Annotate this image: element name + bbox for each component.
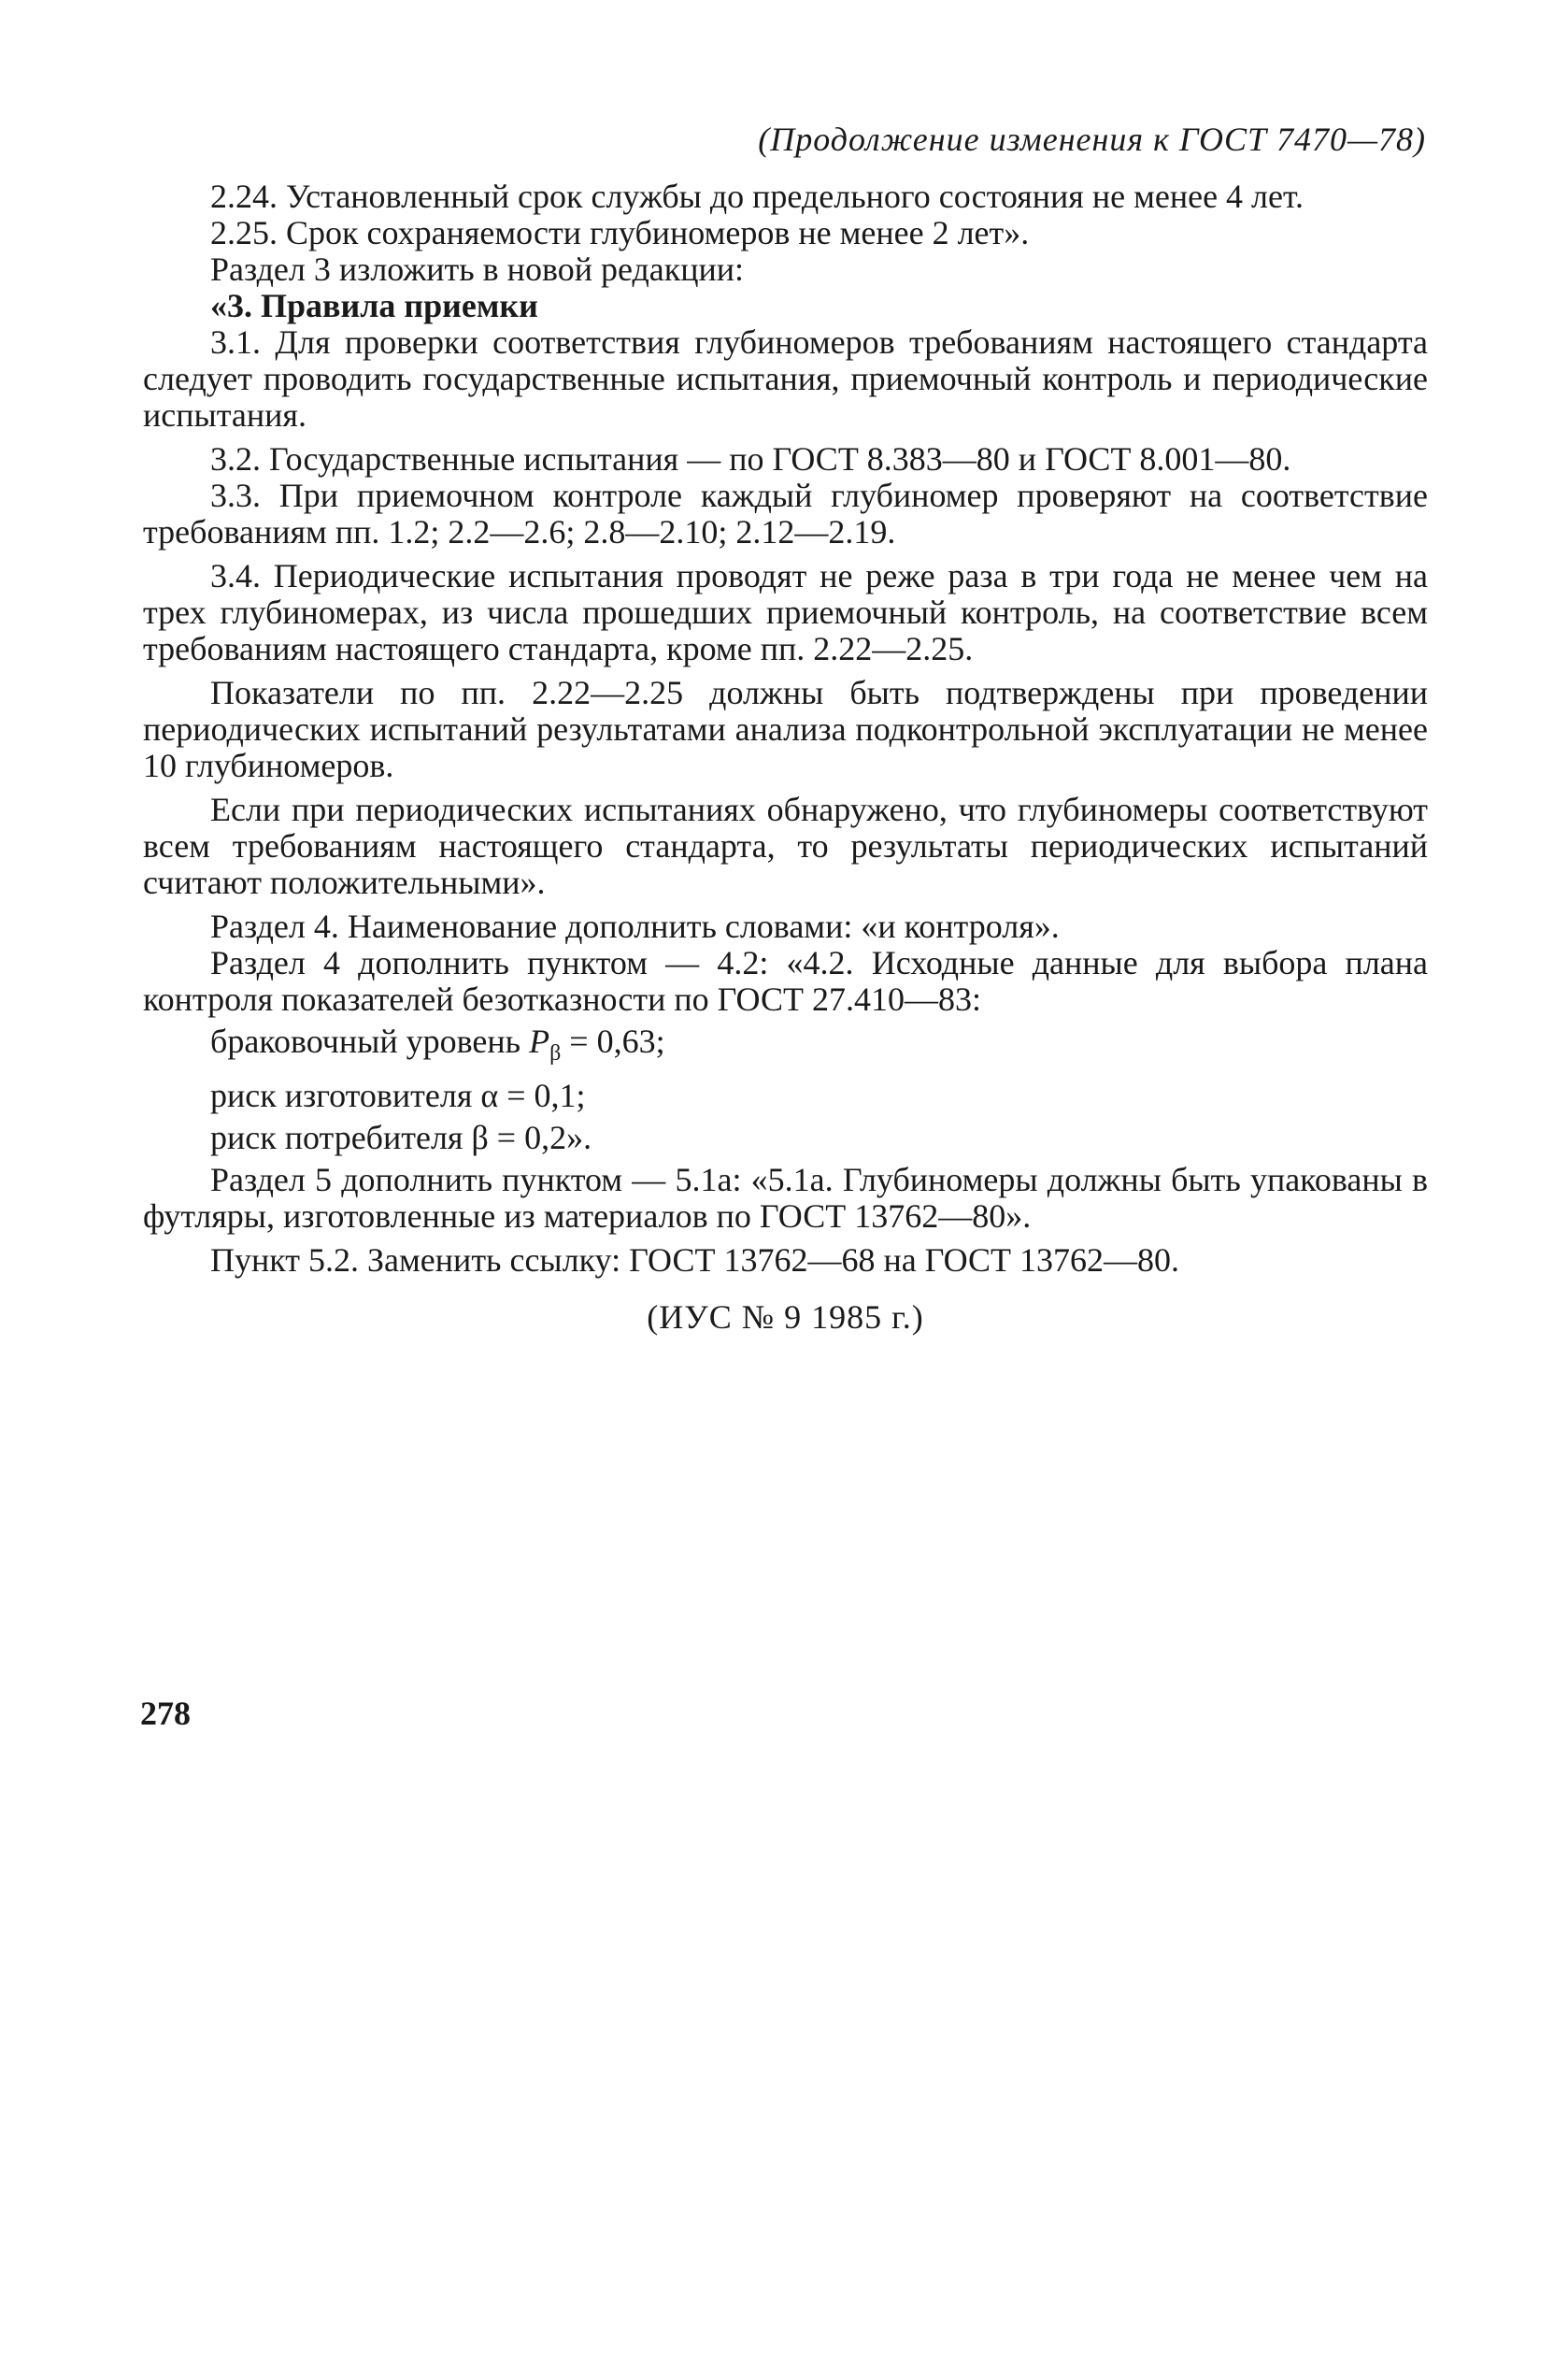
periodic-result-paragraph: Если при периодических испытаниях обнаружено, что глубиномеры соответствуют всем требованиям настоящего стандарта, то результаты периодических испытаний считают положительными».	[143, 791, 1428, 901]
page-number: 278	[140, 1695, 191, 1732]
reject-level-label: браковочный уровень	[210, 1023, 521, 1060]
clause-3-4: 3.4. Периодические испытания проводят не реже раза в три года не менее чем на трех глубиномерах, из числа прошедших приемочный контроль, на соответствие всем требованиям настоящего стандарта, кроме пп. 2.22—2.25.	[143, 557, 1428, 667]
reject-level-formula	[143, 1024, 1428, 1072]
section-4-name: Раздел 4. Наименование дополнить словами: «и контроля».	[210, 908, 1060, 945]
continuation-header: (Продолжение изменения к ГОСТ 7470—78)	[758, 121, 1426, 158]
section-3-intro: Раздел 3 изложить в новой редакции:	[210, 251, 745, 288]
consumer-risk-formula: риск потребителя β = 0,2».	[210, 1119, 592, 1156]
clause-3-2: 3.2. Государственные испытания — по ГОСТ 8.383—80 и ГОСТ 8.001—80.	[210, 440, 1291, 478]
clause-2-25: 2.25. Срок сохраняемости глубиномеров не менее 2 лет».	[210, 214, 1030, 251]
reject-level-subscript: β	[549, 1041, 562, 1066]
clause-5-2: Пункт 5.2. Заменить ссылку: ГОСТ 13762—68 на ГОСТ 13762—80.	[210, 1241, 1180, 1279]
section-5-addition: Раздел 5 дополнить пунктом — 5.1а: «5.1а. Глубиномеры должны быть упакованы в футляры, изготовленные из материалов по ГОСТ 13762—80».	[143, 1161, 1428, 1235]
source-reference: (ИУС № 9 1985 г.)	[647, 1298, 924, 1336]
reject-level-symbol: P	[529, 1023, 550, 1060]
reject-level-value: = 0,63;	[569, 1023, 665, 1060]
section-4-addition: Раздел 4 дополнить пунктом — 4.2: «4.2. Исходные данные для выбора плана контроля показателей безотказности по ГОСТ 27.410—83:	[143, 944, 1428, 1018]
section-3-title: «3. Правила приемки	[210, 287, 538, 324]
clause-3-1: 3.1. Для проверки соответствия глубиномеров требованиям настоящего стандарта следует проводить государственные испытания, приемочный контроль и периодические испытания.	[143, 323, 1428, 434]
indicators-paragraph: Показатели по пп. 2.22—2.25 должны быть подтверждены при проведении периодических испытаний результатами анализа подконтрольной эксплуатации не менее 10 глубиномеров.	[143, 674, 1428, 784]
clause-2-24: 2.24. Установленный срок службы до предельного состояния не менее 4 лет.	[210, 178, 1304, 215]
clause-3-3: 3.3. При приемочном контроле каждый глубиномер проверяют на соответствие требованиям пп. 1.2; 2.2—2.6; 2.8—2.10; 2.12—2.19.	[143, 477, 1428, 551]
document-page	[143, 122, 1428, 1336]
producer-risk-formula: риск изготовителя α = 0,1;	[210, 1077, 586, 1114]
